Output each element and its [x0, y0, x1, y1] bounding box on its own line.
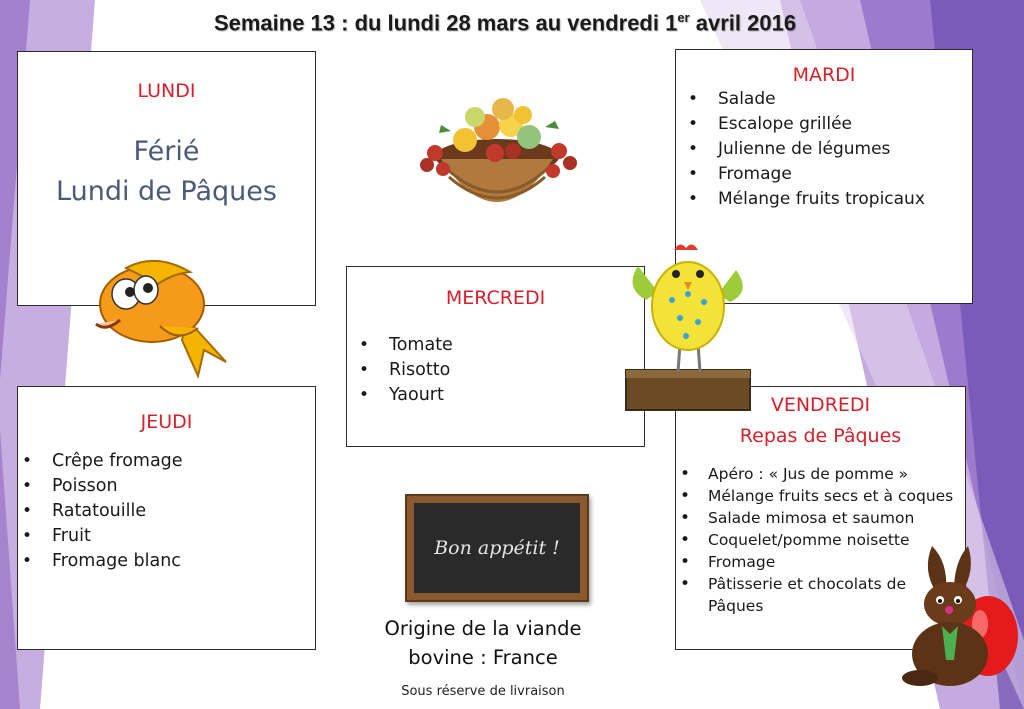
menu-item: • Salade: [688, 87, 972, 112]
menu-item: • Ratatouille: [22, 499, 315, 524]
menu-item: • Tomate: [359, 333, 644, 358]
menu-item: • Risotto: [359, 358, 644, 383]
chicken-figurine-icon: [624, 240, 752, 416]
fruit-basket-icon: [405, 95, 589, 215]
menu-item: • Apéro : « Jus de pomme »: [680, 463, 965, 485]
day-subtitle-vendredi: Repas de Pâques: [739, 425, 902, 447]
menu-card-jeudi: [17, 386, 316, 650]
page-title: Semaine 13 : du lundi 28 mars au vendredi 1er avril 2016: [213, 10, 797, 36]
menu-item: • Julienne de légumes: [688, 137, 972, 162]
menu-item: • Fruit: [22, 524, 315, 549]
menu-item: • Escalope grillée: [688, 112, 972, 137]
chocolate-bunny-icon: [892, 540, 1022, 690]
day-title-mardi: MARDI: [792, 64, 856, 86]
day-title-mercredi: MERCREDI: [445, 287, 546, 309]
menu-item: • Fromage: [688, 162, 972, 187]
holiday-notice: [18, 132, 315, 212]
menu-item: • Fromage blanc: [22, 549, 315, 574]
menu-item: • Fromage: [680, 551, 965, 573]
menu-list-mercredi: [359, 333, 644, 408]
holiday-line-2: Lundi de Pâques: [56, 176, 277, 207]
menu-card-mercredi: [346, 266, 645, 447]
day-title-lundi: LUNDI: [137, 80, 196, 102]
day-title-jeudi: JEUDI: [140, 411, 193, 433]
slate-text: Bon appétit !: [414, 503, 580, 593]
menu-item: • Mélange fruits secs et à coques: [680, 485, 965, 507]
holiday-line-1: Férié: [133, 136, 200, 167]
menu-item: • Crêpe fromage: [22, 449, 315, 474]
delivery-disclaimer: Sous réserve de livraison: [401, 684, 565, 699]
menu-list-jeudi: [22, 449, 315, 574]
menu-item: • Coquelet/pomme noisette: [680, 529, 965, 551]
menu-item: • Yaourt: [359, 383, 644, 408]
day-title-vendredi: VENDREDI: [770, 394, 871, 416]
menu-item: • Pâtisserie et chocolats de Pâques: [680, 573, 965, 617]
menu-item: • Poisson: [22, 474, 315, 499]
menu-item: • Mélange fruits tropicaux: [688, 187, 972, 212]
bon-appetit-slate: [405, 494, 589, 602]
meat-origin-note: [340, 614, 626, 672]
menu-list-mardi: [688, 87, 972, 212]
menu-item: • Salade mimosa et saumon: [680, 507, 965, 529]
fish-icon: [86, 254, 238, 380]
meat-origin-line-1: Origine de la viande: [384, 617, 582, 640]
meat-origin-line-2: bovine : France: [408, 646, 558, 669]
